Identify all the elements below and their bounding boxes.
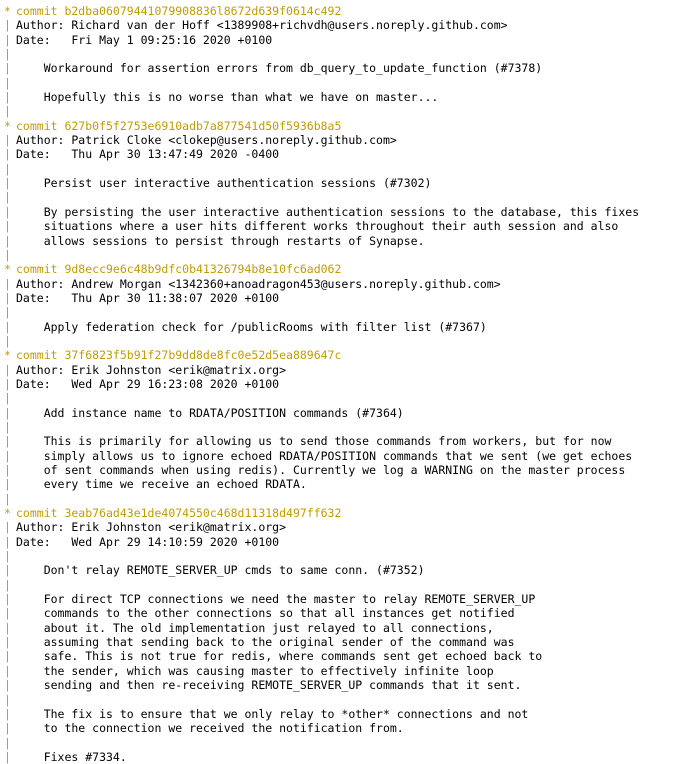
log-line bbox=[0, 621, 692, 635]
graph-glyph: | bbox=[4, 319, 11, 334]
commit-line bbox=[0, 262, 692, 276]
log-line bbox=[0, 291, 692, 305]
graph-glyph: | bbox=[4, 534, 11, 549]
graph-glyph: | bbox=[4, 434, 11, 449]
graph-glyph: | bbox=[4, 563, 11, 578]
graph-glyph: | bbox=[4, 362, 11, 377]
log-text: Date: Thu Apr 30 13:47:49 2020 -0400 bbox=[16, 147, 280, 162]
commit-hash-text: commit 9d8ecc9e6c48b9dfc0b41326794b8e10fc6ad062 bbox=[16, 262, 342, 277]
branch-line-icon bbox=[0, 606, 16, 620]
graph-glyph: | bbox=[4, 376, 11, 391]
commit-hash-text: commit 37f6823f5b91f27b9dd8de8fc0e52d5ea889647c bbox=[16, 348, 342, 363]
log-text: Add instance name to RDATA/POSITION commands (#7364) bbox=[16, 405, 404, 420]
log-line bbox=[0, 750, 692, 764]
log-line bbox=[0, 18, 692, 32]
branch-line-icon bbox=[0, 549, 16, 563]
graph-glyph: | bbox=[4, 577, 11, 592]
branch-line-icon bbox=[0, 61, 16, 75]
log-line bbox=[0, 190, 692, 204]
graph-glyph: | bbox=[4, 276, 11, 291]
log-text: about it. The old implementation just relayed to all connections, bbox=[16, 620, 494, 635]
log-line bbox=[0, 592, 692, 606]
commit-marker-icon bbox=[0, 348, 16, 362]
log-line bbox=[0, 377, 692, 391]
commit-marker-icon bbox=[0, 506, 16, 520]
log-text: of sent commands when using redis). Currently we log a WARNING on the master process bbox=[16, 463, 626, 477]
log-text bbox=[16, 334, 692, 348]
graph-glyph: | bbox=[4, 219, 11, 234]
graph-glyph: | bbox=[4, 333, 11, 348]
log-line bbox=[0, 449, 692, 463]
branch-line-icon bbox=[0, 477, 16, 491]
graph-glyph: | bbox=[4, 176, 11, 191]
log-line bbox=[0, 162, 692, 176]
log-text: sending and then re-receiving REMOTE_SERVER_UP commands that it sent. bbox=[16, 678, 522, 693]
graph-glyph: | bbox=[4, 520, 11, 535]
branch-line-icon bbox=[0, 190, 16, 204]
log-text bbox=[16, 305, 692, 319]
log-text: Date: Wed Apr 29 14:10:59 2020 +0100 bbox=[16, 534, 280, 549]
branch-line-icon bbox=[0, 219, 16, 233]
branch-line-icon bbox=[0, 563, 16, 577]
log-text bbox=[16, 47, 692, 61]
log-text bbox=[16, 76, 692, 90]
branch-line-icon bbox=[0, 377, 16, 391]
log-text: Author: Erik Johnston <erik@matrix.org> bbox=[16, 520, 287, 535]
log-line bbox=[0, 721, 692, 735]
log-text: Author: Patrick Cloke <clokep@users.noreply.github.com> bbox=[16, 133, 397, 148]
log-line bbox=[0, 320, 692, 334]
branch-line-icon bbox=[0, 434, 16, 448]
graph-glyph: | bbox=[4, 692, 11, 707]
log-line bbox=[0, 463, 692, 477]
branch-line-icon bbox=[0, 18, 16, 32]
branch-line-icon bbox=[0, 234, 16, 248]
branch-line-icon bbox=[0, 176, 16, 190]
branch-line-icon bbox=[0, 578, 16, 592]
log-text bbox=[16, 162, 692, 176]
graph-glyph: | bbox=[4, 678, 11, 693]
graph-glyph: | bbox=[4, 419, 11, 434]
graph-glyph: | bbox=[4, 305, 11, 320]
graph-glyph: | bbox=[4, 663, 11, 678]
branch-line-icon bbox=[0, 693, 16, 707]
log-text bbox=[16, 549, 692, 563]
branch-line-icon bbox=[0, 147, 16, 161]
log-text: the sender, which was causing master to effectively infinite loop bbox=[16, 663, 494, 678]
graph-glyph: | bbox=[4, 592, 11, 607]
log-line bbox=[0, 635, 692, 649]
log-text bbox=[16, 736, 692, 750]
branch-line-icon bbox=[0, 76, 16, 90]
log-text: safe. This is not true for redis, where commands sent get echoed back to bbox=[16, 649, 543, 664]
log-text: Date: Thu Apr 30 11:38:07 2020 +0100 bbox=[16, 290, 280, 305]
log-text: Date: Fri May 1 09:25:16 2020 +0100 bbox=[16, 32, 273, 47]
commit-hash-text: commit 3eab76ad43e1de4074550c468d11318d497ff632 bbox=[16, 506, 342, 521]
log-line bbox=[0, 520, 692, 534]
log-line bbox=[0, 104, 692, 118]
graph-glyph: | bbox=[4, 161, 11, 176]
graph-glyph: | bbox=[4, 606, 11, 621]
branch-line-icon bbox=[0, 33, 16, 47]
branch-line-icon bbox=[0, 391, 16, 405]
log-text bbox=[16, 104, 692, 118]
log-line bbox=[0, 535, 692, 549]
log-line bbox=[0, 47, 692, 61]
log-line bbox=[0, 61, 692, 75]
log-line bbox=[0, 563, 692, 577]
log-text: allows sessions to persist through restarts of Synapse. bbox=[16, 233, 425, 248]
branch-line-icon bbox=[0, 406, 16, 420]
graph-glyph: | bbox=[4, 448, 11, 463]
log-text: By persisting the user interactive authentication sessions to the database, this fixes bbox=[16, 204, 640, 219]
graph-glyph: | bbox=[4, 61, 11, 76]
log-text: Author: Erik Johnston <erik@matrix.org> bbox=[16, 362, 287, 377]
log-line bbox=[0, 707, 692, 721]
log-text bbox=[16, 391, 692, 405]
graph-glyph: | bbox=[4, 620, 11, 635]
log-line bbox=[0, 492, 692, 506]
graph-glyph: | bbox=[4, 463, 11, 477]
branch-line-icon bbox=[0, 736, 16, 750]
commit-marker-icon bbox=[0, 262, 16, 276]
log-line bbox=[0, 678, 692, 692]
graph-glyph: | bbox=[4, 90, 11, 105]
graph-glyph: * bbox=[4, 262, 11, 277]
log-line bbox=[0, 578, 692, 592]
branch-line-icon bbox=[0, 277, 16, 291]
log-text: assuming that sending back to the original sender of the command was bbox=[16, 635, 515, 650]
graph-glyph: | bbox=[4, 290, 11, 305]
branch-line-icon bbox=[0, 535, 16, 549]
log-text bbox=[16, 420, 692, 434]
graph-glyph: | bbox=[4, 18, 11, 33]
branch-line-icon bbox=[0, 649, 16, 663]
branch-line-icon bbox=[0, 520, 16, 534]
branch-line-icon bbox=[0, 449, 16, 463]
branch-line-icon bbox=[0, 205, 16, 219]
log-line bbox=[0, 277, 692, 291]
graph-glyph: | bbox=[4, 75, 11, 90]
commit-line bbox=[0, 119, 692, 133]
graph-glyph: * bbox=[4, 4, 11, 18]
graph-glyph: | bbox=[4, 735, 11, 750]
branch-line-icon bbox=[0, 291, 16, 305]
graph-glyph: | bbox=[4, 549, 11, 564]
log-line bbox=[0, 391, 692, 405]
log-text: Author: Richard van der Hoff <1389908+richvdh@users.noreply.github.com> bbox=[16, 18, 508, 33]
log-text: This is primarily for allowing us to send those commands from workers, but for now bbox=[16, 434, 612, 449]
graph-glyph: | bbox=[4, 247, 11, 262]
log-text bbox=[16, 190, 692, 204]
log-text: every time we receive an echoed RDATA. bbox=[16, 477, 307, 492]
graph-glyph: | bbox=[4, 706, 11, 721]
graph-glyph: * bbox=[4, 506, 11, 521]
log-line bbox=[0, 219, 692, 233]
graph-glyph: | bbox=[4, 47, 11, 62]
graph-glyph: | bbox=[4, 133, 11, 148]
log-line bbox=[0, 406, 692, 420]
log-text: Author: Andrew Morgan <1342360+anoadragon453@users.noreply.github.com> bbox=[16, 276, 501, 291]
commit-line bbox=[0, 4, 692, 18]
log-text bbox=[16, 492, 692, 506]
log-line bbox=[0, 649, 692, 663]
log-line bbox=[0, 248, 692, 262]
branch-line-icon bbox=[0, 334, 16, 348]
commit-marker-icon bbox=[0, 4, 16, 18]
log-line bbox=[0, 693, 692, 707]
branch-line-icon bbox=[0, 721, 16, 735]
graph-glyph: | bbox=[4, 491, 11, 506]
log-line bbox=[0, 76, 692, 90]
log-line bbox=[0, 477, 692, 491]
log-line bbox=[0, 33, 692, 47]
log-line bbox=[0, 205, 692, 219]
graph-glyph: | bbox=[4, 477, 11, 492]
log-text: Workaround for assertion errors from db_query_to_update_function (#7378) bbox=[16, 61, 543, 76]
graph-glyph: | bbox=[4, 721, 11, 736]
graph-glyph: * bbox=[4, 118, 11, 133]
commit-marker-icon bbox=[0, 119, 16, 133]
log-text: to the connection we received the notification from. bbox=[16, 721, 404, 736]
log-line bbox=[0, 305, 692, 319]
graph-glyph: | bbox=[4, 204, 11, 219]
branch-line-icon bbox=[0, 162, 16, 176]
commit-line bbox=[0, 506, 692, 520]
graph-glyph: | bbox=[4, 104, 11, 119]
branch-line-icon bbox=[0, 420, 16, 434]
commit-hash-text: commit 627b0f5f2753e6910adb7a877541d50f5936b8a5 bbox=[16, 118, 342, 133]
log-text: Don't relay REMOTE_SERVER_UP cmds to same conn. (#7352) bbox=[16, 563, 425, 578]
log-text: For direct TCP connections we need the master to relay REMOTE_SERVER_UP bbox=[16, 592, 536, 607]
branch-line-icon bbox=[0, 90, 16, 104]
log-text: Hopefully this is no worse than what we have on master... bbox=[16, 90, 439, 105]
branch-line-icon bbox=[0, 592, 16, 606]
graph-glyph: | bbox=[4, 147, 11, 162]
branch-line-icon bbox=[0, 133, 16, 147]
log-text: commands to the other connections so that all instances get notified bbox=[16, 606, 515, 621]
branch-line-icon bbox=[0, 47, 16, 61]
graph-glyph: | bbox=[4, 649, 11, 664]
log-text: Persist user interactive authentication sessions (#7302) bbox=[16, 176, 432, 191]
log-text: Apply federation check for /publicRooms with filter list (#7367) bbox=[16, 319, 487, 334]
log-text: situations where a user hits different works throughout their auth session and also bbox=[16, 219, 619, 234]
graph-glyph: | bbox=[4, 749, 11, 764]
log-line bbox=[0, 234, 692, 248]
branch-line-icon bbox=[0, 621, 16, 635]
branch-line-icon bbox=[0, 678, 16, 692]
log-text: simply allows us to ignore echoed RDATA/POSITION commands that we sent (we get echoes bbox=[16, 448, 633, 463]
log-line bbox=[0, 434, 692, 448]
branch-line-icon bbox=[0, 305, 16, 319]
log-text bbox=[16, 693, 692, 707]
log-line bbox=[0, 420, 692, 434]
branch-line-icon bbox=[0, 492, 16, 506]
log-line bbox=[0, 664, 692, 678]
log-line bbox=[0, 147, 692, 161]
graph-glyph: | bbox=[4, 233, 11, 248]
graph-glyph: | bbox=[4, 635, 11, 650]
log-line bbox=[0, 549, 692, 563]
log-line bbox=[0, 133, 692, 147]
branch-line-icon bbox=[0, 363, 16, 377]
log-line bbox=[0, 90, 692, 104]
graph-glyph: | bbox=[4, 190, 11, 205]
commit-hash-text: commit b2dba06079441079908836l8672d639f0614c492 bbox=[16, 4, 342, 18]
branch-line-icon bbox=[0, 707, 16, 721]
log-line bbox=[0, 334, 692, 348]
log-text: The fix is to ensure that we only relay to *other* connections and not bbox=[16, 706, 529, 721]
branch-line-icon bbox=[0, 635, 16, 649]
branch-line-icon bbox=[0, 320, 16, 334]
branch-line-icon bbox=[0, 664, 16, 678]
log-text bbox=[16, 578, 692, 592]
log-line bbox=[0, 606, 692, 620]
graph-glyph: | bbox=[4, 405, 11, 420]
branch-line-icon bbox=[0, 104, 16, 118]
log-text bbox=[16, 248, 692, 262]
log-text: Fixes #7334. bbox=[16, 749, 127, 764]
commit-line bbox=[0, 348, 692, 362]
graph-glyph: | bbox=[4, 32, 11, 47]
log-line bbox=[0, 736, 692, 750]
graph-glyph: * bbox=[4, 348, 11, 363]
log-line bbox=[0, 176, 692, 190]
log-text: Date: Wed Apr 29 16:23:08 2020 +0100 bbox=[16, 376, 280, 391]
branch-line-icon bbox=[0, 463, 16, 477]
branch-line-icon bbox=[0, 248, 16, 262]
log-line bbox=[0, 363, 692, 377]
branch-line-icon bbox=[0, 750, 16, 764]
graph-glyph: | bbox=[4, 391, 11, 406]
